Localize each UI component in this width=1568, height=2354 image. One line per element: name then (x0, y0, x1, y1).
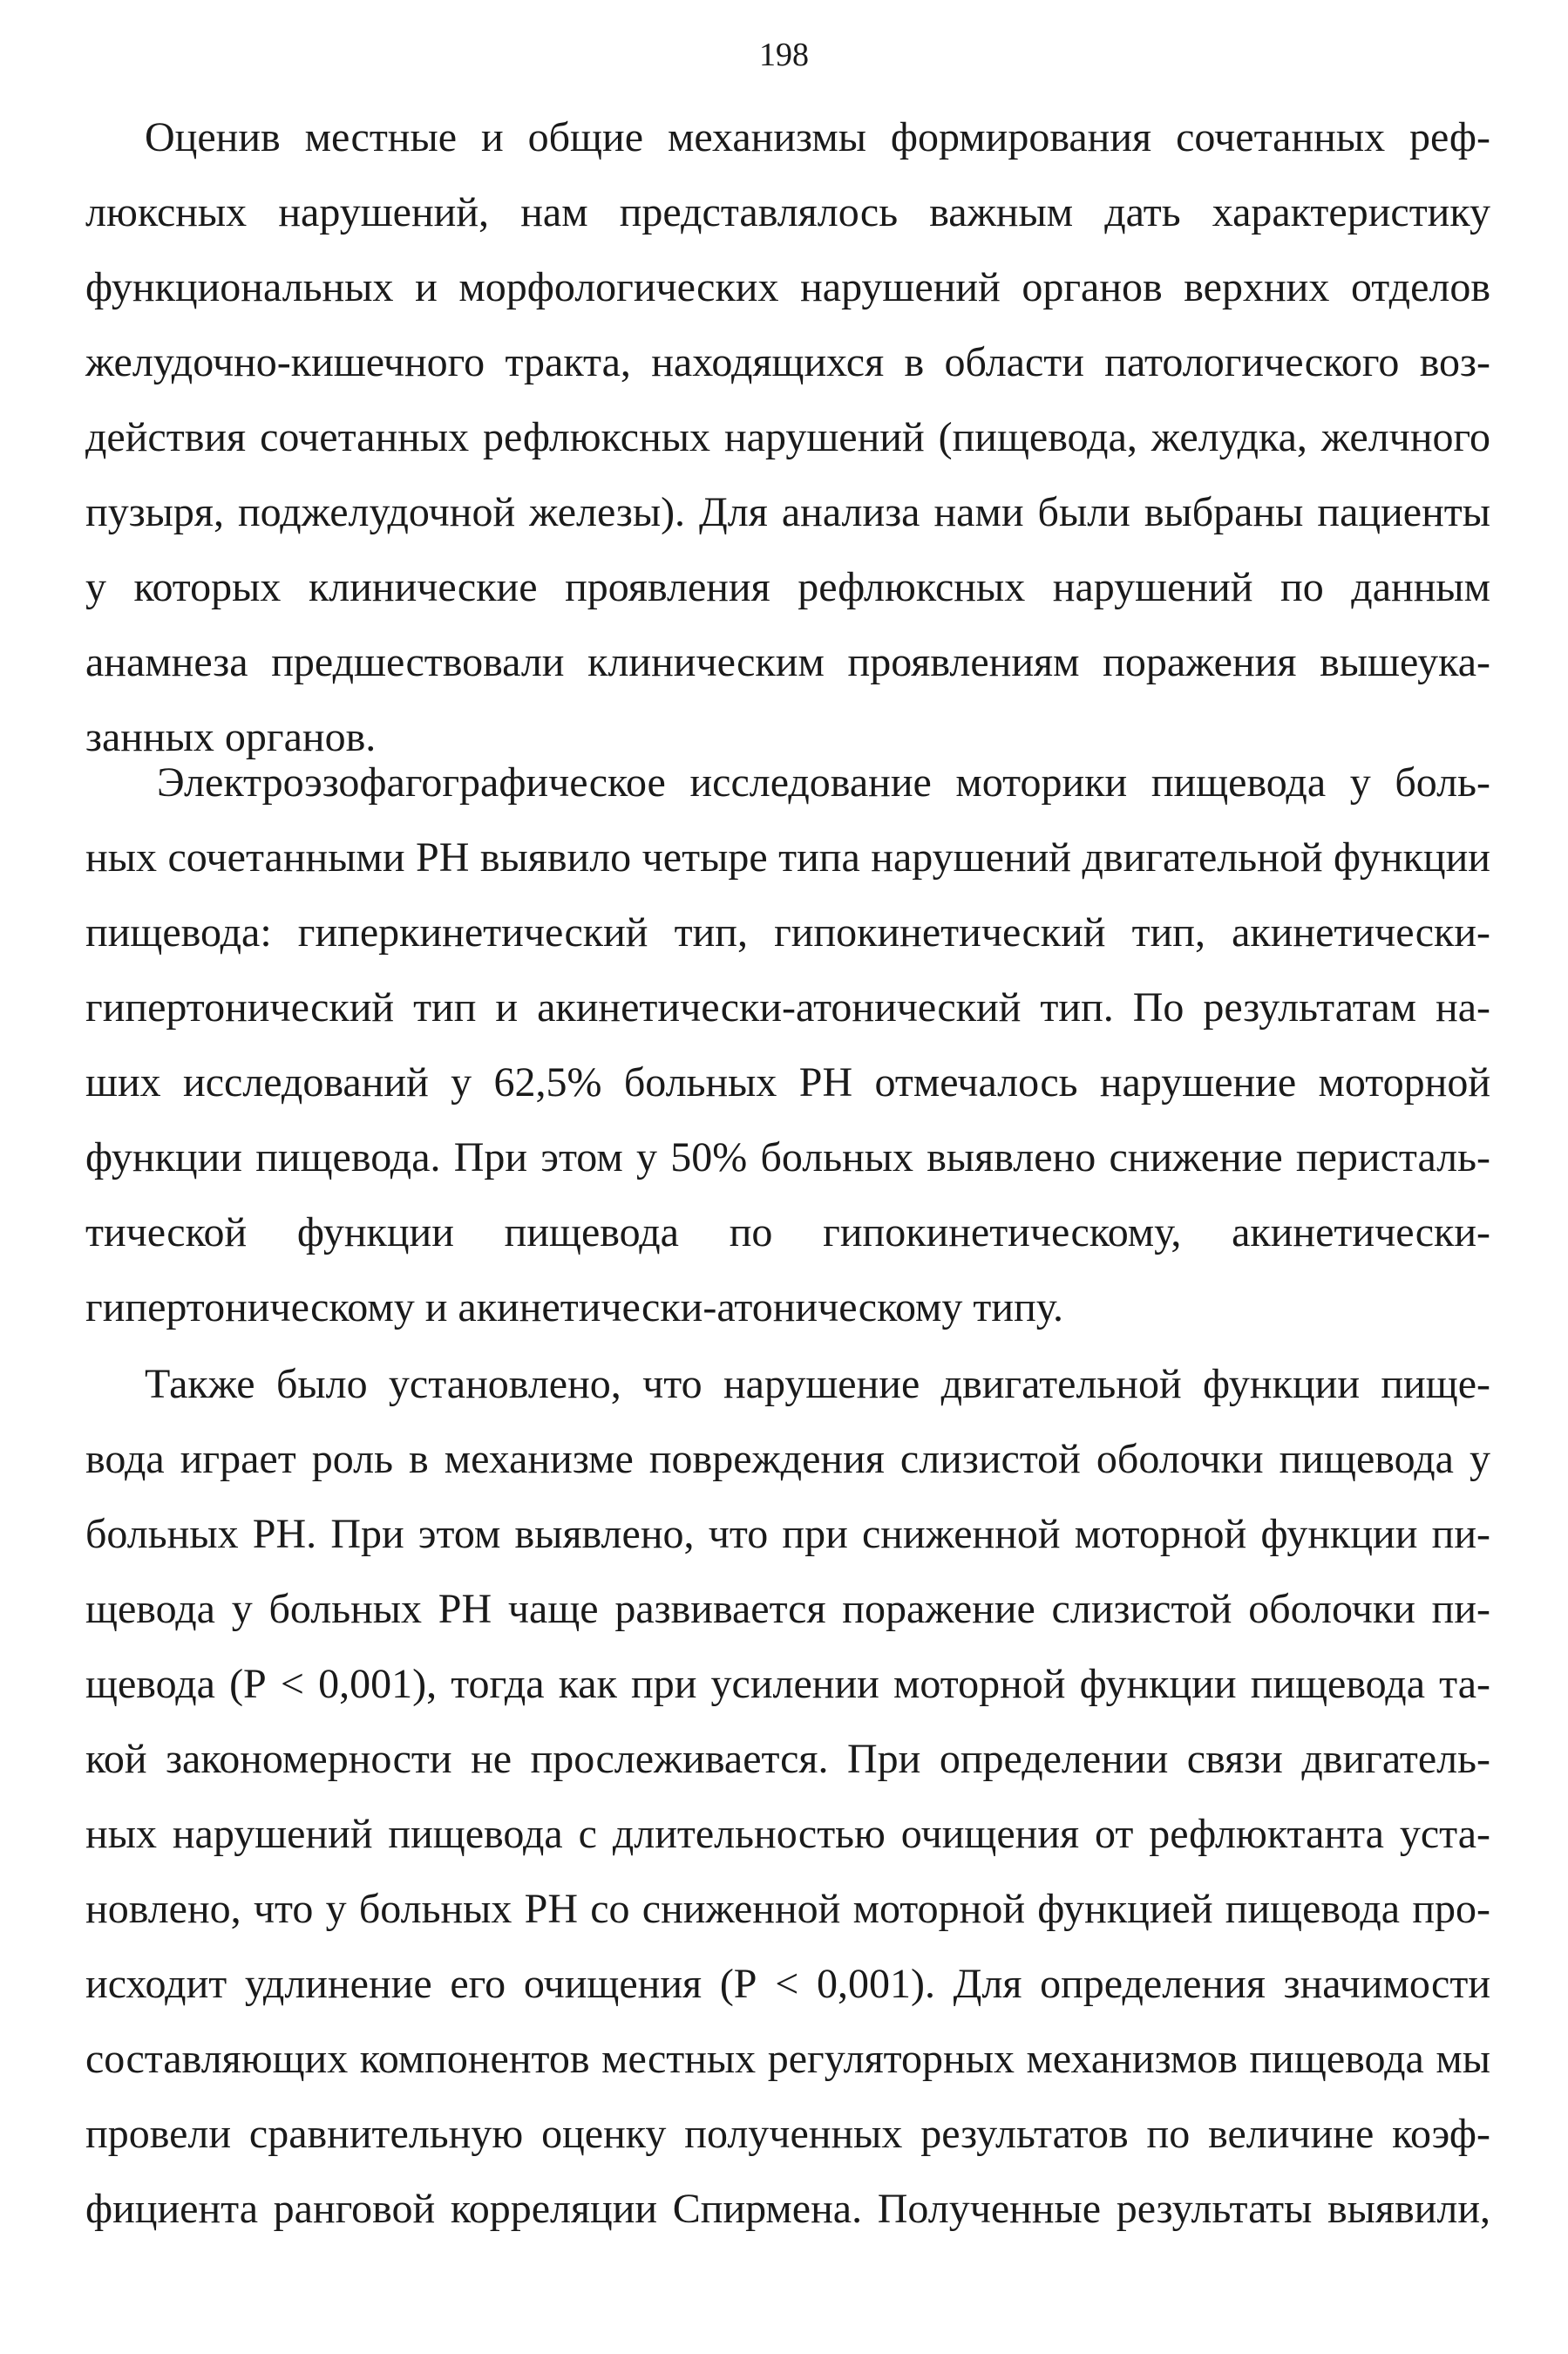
text-line: функциональных и морфологических нарушений органов верхних отделов (85, 264, 1490, 310)
text-line: ших исследований у 62,5% больных РН отмечалось нарушение моторной (85, 1059, 1490, 1106)
text-line: фициента ранговой корреляции Спирмена. Полученные результаты выявили, (85, 2186, 1490, 2232)
text-line: составляющих компонентов местных регуляторных механизмов пищевода мы (85, 2036, 1490, 2082)
text-line: занных органов. (85, 714, 377, 760)
text-line: тической функции пищевода по гипокинетическому, акинетически- (85, 1209, 1490, 1255)
text-line: щевода (Р < 0,001), тогда как при усилении моторной функции пищевода та- (85, 1661, 1490, 1707)
text-line: ных нарушений пищевода с длительностью очищения от рефлюктанта уста- (85, 1811, 1490, 1857)
text-line: Оценив местные и общие механизмы формирования сочетанных реф- (145, 114, 1490, 160)
paragraph-3 (85, 1347, 1490, 2247)
text-line: ных сочетанными РН выявило четыре типа нарушений двигательной функции (85, 834, 1490, 881)
text-line: Также было установлено, что нарушение двигательной функции пище- (145, 1361, 1490, 1407)
text-line: гипертонический тип и акинетически-атонический тип. По результатам на- (85, 984, 1490, 1031)
text-line: щевода у больных РН чаще развивается поражение слизистой оболочки пи- (85, 1586, 1490, 1632)
text-line: гипертоническому и акинетически-атоническому типу. (85, 1284, 1063, 1330)
text-line: вода играет роль в механизме повреждения слизистой оболочки пищевода у (85, 1436, 1490, 1482)
paragraph-2 (85, 745, 1490, 1345)
text-line: действия сочетанных рефлюксных нарушений (пищевода, желудка, желчного (85, 414, 1490, 460)
text-line: анамнеза предшествовали клиническим проявлениям поражения вышеука- (85, 639, 1490, 685)
text-line: исходит удлинение его очищения (Р < 0,001). Для определения значимости (85, 1961, 1490, 2007)
text-line: кой закономерности не прослеживается. При определении связи двигатель- (85, 1736, 1490, 1782)
text-line: функции пищевода. При этом у 50% больных выявлено снижение перисталь- (85, 1134, 1490, 1180)
paragraph-1 (85, 100, 1490, 775)
text-line: пищевода: гиперкинетический тип, гипокинетический тип, акинетически- (85, 909, 1490, 956)
text-line: желудочно-кишечного тракта, находящихся в области патологического воз- (85, 339, 1490, 385)
text-line: больных РН. При этом выявлено, что при сниженной моторной функции пи- (85, 1511, 1490, 1557)
text-line: у которых клинические проявления рефлюксных нарушений по данным (85, 564, 1490, 610)
text-line: новлено, что у больных РН со сниженной моторной функцией пищевода про- (85, 1886, 1490, 1932)
text-line: Электроэзофагографическое исследование моторики пищевода у боль- (157, 759, 1490, 806)
text-line: люксных нарушений, нам представлялось важным дать характеристику (85, 189, 1490, 235)
page-number: 198 (759, 37, 809, 73)
text-line: пузыря, поджелудочной железы). Для анализа нами были выбраны пациенты (85, 489, 1490, 535)
text-line: провели сравнительную оценку полученных результатов по величине коэф- (85, 2111, 1490, 2157)
